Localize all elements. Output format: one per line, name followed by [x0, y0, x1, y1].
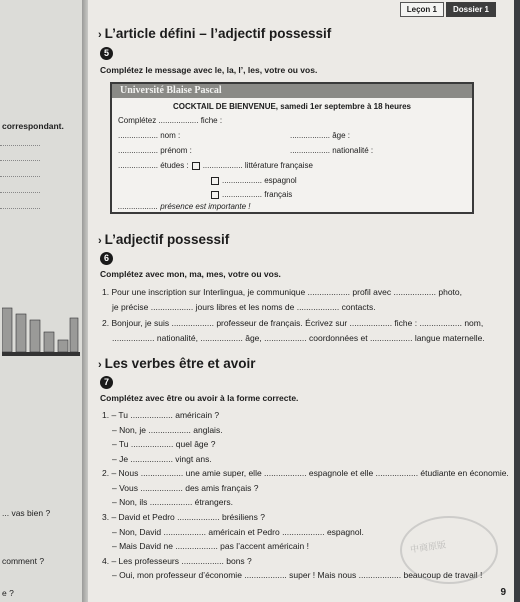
exercise-line: 1. Pour une inscription sur Interlingua, je communique .................. profil avec .................. photo,: [102, 287, 463, 297]
registration-card: [110, 82, 474, 214]
exercise-line: – Vous .................. des amis français ?: [112, 483, 259, 493]
left-page-fragment: correspondant.: [2, 121, 64, 131]
exercise-line: – Tu .................. quel âge ?: [112, 439, 216, 449]
chevron-right-icon: ›: [98, 359, 102, 371]
card-line: .................. espagnol: [208, 176, 297, 185]
exercise-line: 3. – David et Pedro .................. brésiliens ?: [102, 512, 265, 522]
left-page-chart-fragment: [2, 306, 80, 358]
university-name: Université Blaise Pascal: [120, 85, 222, 96]
card-line: .................. nom :: [118, 131, 181, 140]
card-line: .................. études : .................. littérature française: [118, 161, 313, 170]
left-page-fragment: comment ?: [2, 556, 45, 566]
answer-line: [0, 192, 40, 193]
exercise-line: – Non, David .................. américain et Pedro .................. espagnol.: [112, 527, 364, 537]
exercise-line: – Non, je .................. anglais.: [112, 425, 223, 435]
dossier-tab: Dossier 1: [446, 2, 496, 17]
exercise-line: – Oui, mon professeur d’économie .................. super ! Mais nous .................. beaucoup de travail !: [112, 570, 483, 580]
answer-line: [0, 160, 40, 161]
card-line: Complétez .................. fiche :: [118, 116, 223, 125]
exercise-line: je précise .................. jours libres et les noms de .................. contacts.: [112, 302, 376, 312]
chevron-right-icon: ›: [98, 29, 102, 41]
left-page-fragment: ... vas bien ?: [2, 508, 51, 518]
exercise-line: .................. nationalité, .................. âge, .................. coordonnées et .................. langue maternelle.: [112, 333, 485, 343]
section-title: › L’article défini – l’adjectif possessif: [98, 26, 332, 41]
exercise-line: – Non, ils .................. étrangers.: [112, 497, 233, 507]
card-line: .................. prénom :: [118, 146, 192, 155]
exercise-line: 1. – Tu .................. américain ?: [102, 410, 220, 420]
exercise-number: 5: [100, 47, 113, 60]
section-title: › L’adjectif possessif: [98, 232, 230, 247]
page-edge: [514, 0, 520, 602]
exercise-number: 7: [100, 376, 113, 389]
left-page-fragment: e ?: [2, 588, 14, 598]
lesson-tabs: [400, 2, 496, 17]
exercise-line: – Mais David ne .................. pas l’accent américain !: [112, 541, 309, 551]
answer-line: [0, 176, 40, 177]
card-line: .................. présence est importante !: [118, 202, 251, 211]
exercise-line: – Je .................. vingt ans.: [112, 454, 212, 464]
watermark-stamp: 中商原版: [400, 516, 498, 584]
card-line: .................. nationalité :: [290, 146, 374, 155]
card-line: .................. français: [208, 190, 292, 199]
exercise-line: 2. – Nous .................. une amie super, elle .................. espagnole et elle .................. étudiante en économie.: [102, 468, 509, 478]
answer-line: [0, 208, 40, 209]
exercise-instruction: Complétez avec être ou avoir à la forme correcte.: [100, 393, 299, 403]
workbook-page: [88, 0, 514, 602]
exercise-line: 4. – Les professeurs .................. bons ?: [102, 556, 252, 566]
chevron-right-icon: ›: [98, 235, 102, 247]
exercise-number: 6: [100, 252, 113, 265]
checkbox-icon[interactable]: [211, 191, 219, 199]
exercise-instruction: Complétez avec mon, ma, mes, votre ou vos.: [100, 269, 281, 279]
checkbox-icon[interactable]: [211, 177, 219, 185]
card-event-title: COCKTAIL DE BIENVENUE, samedi 1er septembre à 18 heures: [172, 102, 411, 111]
lesson-tab: Leçon 1: [400, 2, 444, 17]
checkbox-icon[interactable]: [192, 162, 200, 170]
card-line: .................. âge :: [290, 131, 351, 140]
exercise-instruction: Complétez le message avec le, la, l’, les, votre ou vos.: [100, 65, 318, 75]
page-number: 9: [500, 587, 506, 598]
section-title: › Les verbes être et avoir: [98, 356, 256, 371]
card-header: [112, 84, 472, 98]
exercise-line: 2. Bonjour, je suis .................. professeur de français. Écrivez sur .................. fiche : .................. nom,: [102, 318, 484, 328]
answer-line: [0, 145, 40, 146]
left-page: [0, 0, 82, 602]
